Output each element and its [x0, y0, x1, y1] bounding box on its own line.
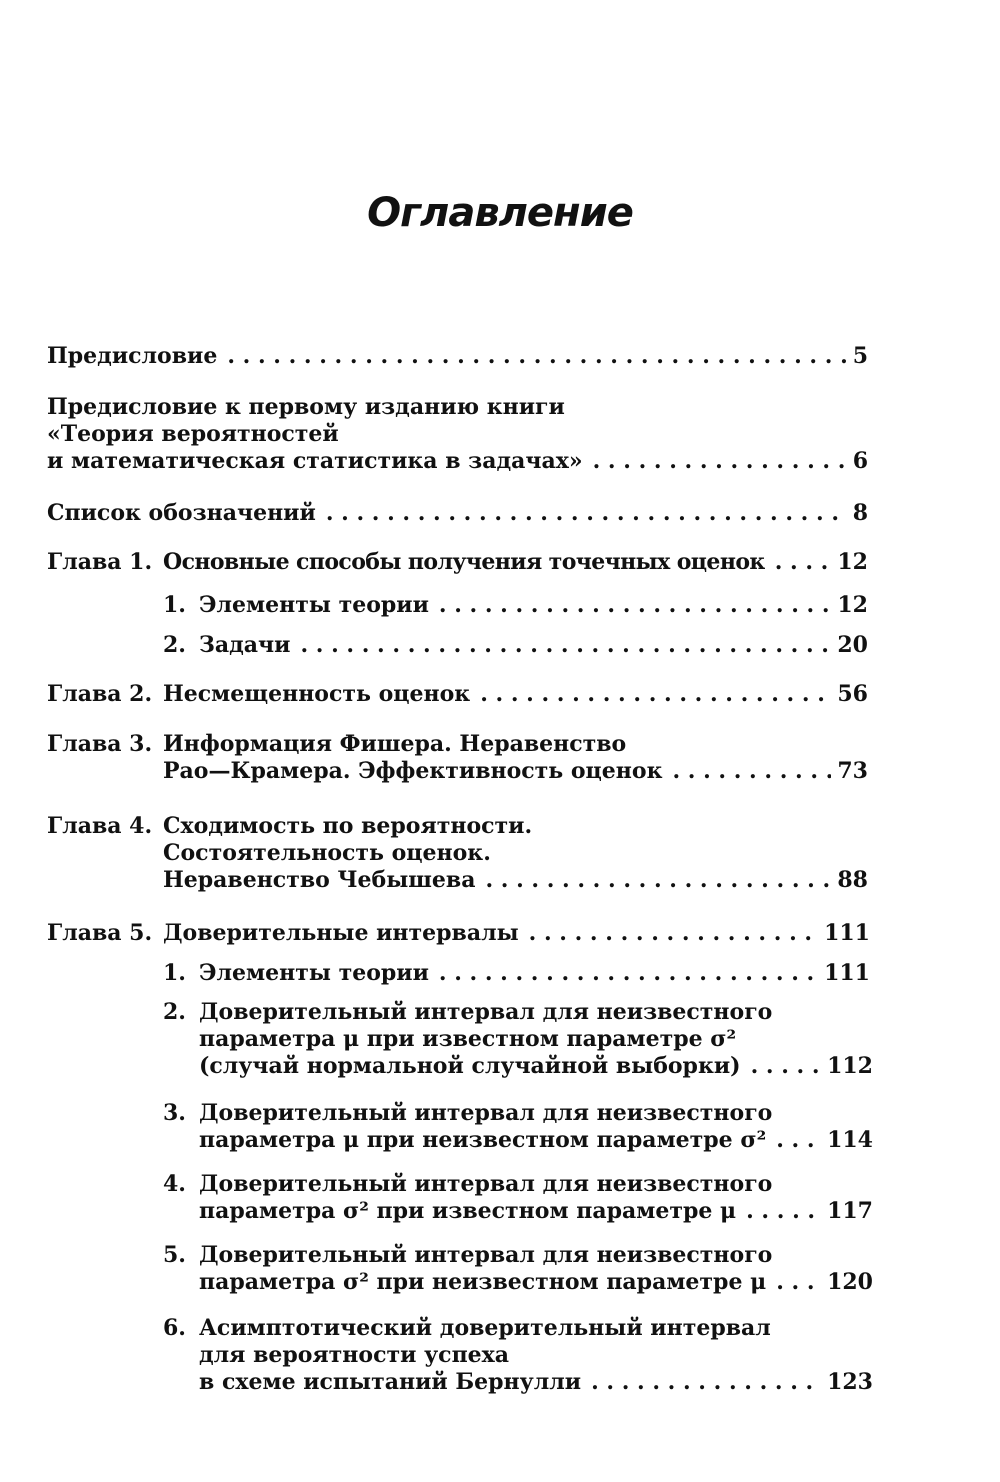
dot-leader: [746, 1198, 821, 1225]
entry-title-line-1: Информация Фишера. Неравенство: [163, 731, 627, 757]
entry-title: Доверительные интервалы: [163, 920, 519, 946]
toc-entry-section-1-1[interactable]: [163, 592, 868, 619]
toc-entry-notation[interactable]: [47, 500, 868, 527]
entry-title-line-1: Асимптотический доверительный интервал: [199, 1315, 771, 1341]
page-number: 5: [852, 343, 868, 369]
entry-title-line-3: (случай нормальной случайной выборки): [199, 1053, 741, 1079]
page-number: 117: [827, 1198, 873, 1224]
entry-title: Несмещенность оценок: [163, 681, 471, 707]
page-number: 120: [827, 1269, 873, 1295]
toc-entry-section-5-5[interactable]: [163, 1242, 873, 1296]
dot-leader: [480, 681, 831, 708]
dot-leader: [775, 549, 832, 576]
dot-leader: [326, 500, 847, 527]
entry-title-line-1: Доверительный интервал для неизвестного: [199, 1171, 773, 1197]
page-number: 123: [827, 1369, 873, 1395]
entry-title-line-2: параметра μ при известном параметре σ²: [199, 1026, 737, 1052]
entry-title-line-1: Доверительный интервал для неизвестного: [199, 999, 773, 1025]
dot-leader: [751, 1053, 822, 1080]
dot-leader: [439, 960, 818, 987]
toc-entry-chapter-5[interactable]: [47, 920, 870, 947]
page-number: 20: [837, 632, 868, 658]
section-label: 2.: [163, 632, 186, 658]
page-number: 73: [837, 758, 868, 784]
dot-leader: [300, 632, 831, 659]
page-number: 12: [837, 592, 868, 618]
chapter-label: Глава 2.: [47, 681, 153, 707]
dot-leader: [485, 867, 831, 894]
toc-entry-section-1-2[interactable]: [163, 632, 868, 659]
entry-title-line-1: Доверительный интервал для неизвестного: [199, 1242, 773, 1268]
entry-title-line-2: параметра σ² при известном параметре μ: [199, 1198, 737, 1224]
section-label: 4.: [163, 1171, 186, 1197]
entry-title: Основные способы получения точечных оценок: [163, 549, 765, 575]
dot-leader: [593, 448, 847, 475]
entry-title-line-2: Рао—Крамера. Эффективность оценок: [163, 758, 663, 784]
entry-title: Элементы теории: [199, 960, 429, 986]
entry-title-line-3: и математическая статистика в задачах»: [47, 448, 583, 474]
entry-title-line-1: Доверительный интервал для неизвестного: [199, 1100, 773, 1126]
page-number: 112: [827, 1053, 873, 1079]
page-number: 88: [837, 867, 868, 893]
section-label: 3.: [163, 1100, 186, 1126]
section-label: 1.: [163, 592, 186, 618]
entry-title: Элементы теории: [199, 592, 429, 618]
dot-leader: [591, 1369, 821, 1396]
toc-entry-preface[interactable]: [47, 343, 868, 370]
entry-title-line-2: Состоятельность оценок.: [163, 840, 491, 866]
toc-entry-section-5-2[interactable]: [163, 999, 873, 1080]
chapter-label: Глава 1.: [47, 549, 153, 575]
entry-title-line-3: Неравенство Чебышева: [163, 867, 476, 893]
toc-entry-section-5-4[interactable]: [163, 1171, 873, 1225]
chapter-label: Глава 3.: [47, 731, 153, 757]
page-number: 111: [824, 960, 870, 986]
entry-title-line-3: в схеме испытаний Бернулли: [199, 1369, 582, 1395]
page-number: 12: [837, 549, 868, 575]
section-label: 2.: [163, 999, 186, 1025]
entry-title-line-1: Сходимость по вероятности.: [163, 813, 533, 839]
section-label: 1.: [163, 960, 186, 986]
entry-title-line-2: для вероятности успеха: [199, 1342, 510, 1368]
toc-entry-chapter-1[interactable]: [47, 549, 868, 576]
dot-leader: [776, 1127, 821, 1154]
entry-title-line-1: Предисловие к первому изданию книги: [47, 394, 565, 420]
entry-title-line-2: параметра μ при неизвестном параметре σ²: [199, 1127, 767, 1153]
section-label: 5.: [163, 1242, 186, 1268]
entry-title: Задачи: [199, 632, 291, 658]
page-title: Оглавление: [367, 190, 633, 236]
toc-entry-section-5-6[interactable]: [163, 1315, 873, 1396]
dot-leader: [672, 758, 831, 785]
section-label: 6.: [163, 1315, 186, 1341]
entry-title: Список обозначений: [47, 500, 316, 526]
dot-leader: [227, 343, 846, 370]
toc-entry-section-5-3[interactable]: [163, 1100, 873, 1154]
entry-title-line-2: параметра σ² при неизвестном параметре μ: [199, 1269, 767, 1295]
dot-leader: [529, 920, 818, 947]
toc-entry-section-5-1[interactable]: [163, 960, 870, 987]
entry-title-line-2: «Теория вероятностей: [47, 421, 339, 447]
toc-entry-chapter-3[interactable]: [47, 731, 868, 785]
dot-leader: [776, 1269, 821, 1296]
page-number: 8: [852, 500, 868, 526]
page-number: 111: [824, 920, 870, 946]
page-number: 56: [837, 681, 868, 707]
toc-entry-chapter-4[interactable]: [47, 813, 868, 894]
toc-entry-first-edition-preface[interactable]: [47, 394, 868, 475]
toc-entry-chapter-2[interactable]: [47, 681, 868, 708]
chapter-label: Глава 5.: [47, 920, 153, 946]
dot-leader: [439, 592, 831, 619]
entry-title: Предисловие: [47, 343, 218, 369]
page-number: 6: [852, 448, 868, 474]
chapter-label: Глава 4.: [47, 813, 153, 839]
page-number: 114: [827, 1127, 873, 1153]
